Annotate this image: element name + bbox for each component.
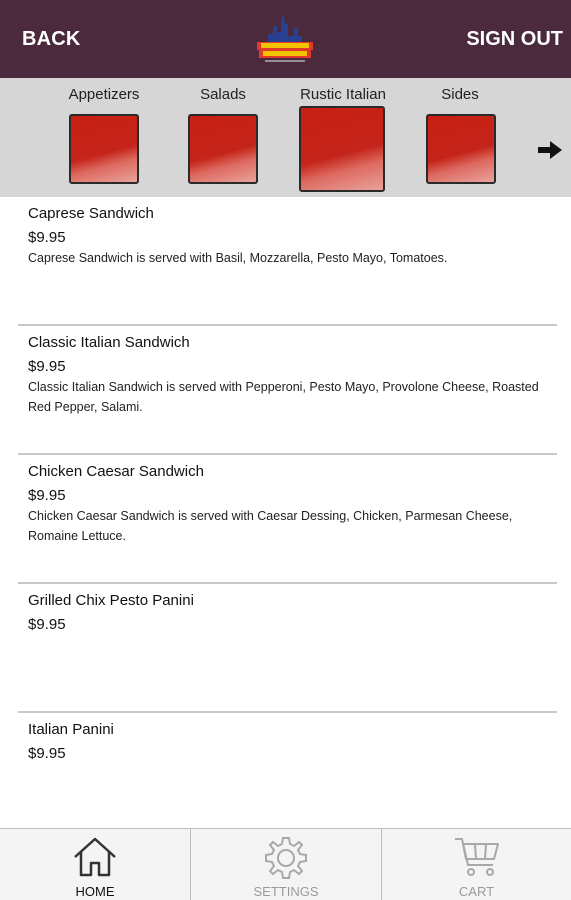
tab-label: SETTINGS xyxy=(253,884,319,899)
menu-item[interactable] xyxy=(0,713,571,828)
item-price: $9.95 xyxy=(28,358,66,375)
item-price: $9.95 xyxy=(28,616,66,633)
arrow-right-icon[interactable] xyxy=(536,138,564,162)
menu-item[interactable] xyxy=(0,326,571,455)
item-description: Caprese Sandwich is served with Basil, Mozzarella, Pesto Mayo, Tomatoes. xyxy=(28,251,448,265)
category-tile-selected xyxy=(299,106,385,192)
header-bar xyxy=(0,0,571,78)
category-label: Salads xyxy=(200,86,246,103)
category-label: Rustic Italian xyxy=(300,86,386,103)
item-price: $9.95 xyxy=(28,745,66,762)
tab-home[interactable] xyxy=(0,829,190,900)
item-price: $9.95 xyxy=(28,487,66,504)
item-name: Italian Panini xyxy=(28,721,114,738)
menu-item[interactable] xyxy=(0,197,571,326)
gear-icon xyxy=(263,835,309,881)
item-price: $9.95 xyxy=(28,229,66,246)
tab-label: HOME xyxy=(75,884,115,899)
item-name: Grilled Chix Pesto Panini xyxy=(28,592,194,609)
category-tile xyxy=(188,114,258,184)
category-sides[interactable] xyxy=(420,86,500,196)
item-name: Classic Italian Sandwich xyxy=(28,334,190,351)
item-name: Caprese Sandwich xyxy=(28,205,154,222)
home-icon xyxy=(71,835,119,877)
tab-cart[interactable] xyxy=(382,829,571,900)
menu-item[interactable] xyxy=(0,584,571,713)
tab-label: CART xyxy=(458,884,495,899)
category-appetizers[interactable] xyxy=(62,86,146,196)
menu-item[interactable] xyxy=(0,455,571,584)
item-description: Chicken Caesar Sandwich is served with Caesar Dessing, Chicken, Parmesan Cheese, Romaine Lettuce. xyxy=(28,509,513,543)
tab-settings[interactable] xyxy=(191,829,381,900)
bottom-tab-bar xyxy=(0,828,571,900)
category-tile xyxy=(426,114,496,184)
category-tile xyxy=(69,114,139,184)
category-bar xyxy=(0,78,571,197)
category-rustic-italian[interactable] xyxy=(293,86,393,196)
item-name: Chicken Caesar Sandwich xyxy=(28,463,204,480)
cart-icon xyxy=(453,835,501,879)
restaurant-logo-icon xyxy=(255,14,315,68)
category-salads[interactable] xyxy=(183,86,263,196)
sign-out-button[interactable]: SIGN OUT xyxy=(466,28,563,50)
back-button[interactable]: BACK xyxy=(22,28,81,50)
category-label: Sides xyxy=(441,86,479,103)
category-label: Appetizers xyxy=(68,86,140,103)
item-description: Classic Italian Sandwich is served with Pepperoni, Pesto Mayo, Provolone Cheese, Roasted Red Pepper, Salami. xyxy=(28,380,539,414)
